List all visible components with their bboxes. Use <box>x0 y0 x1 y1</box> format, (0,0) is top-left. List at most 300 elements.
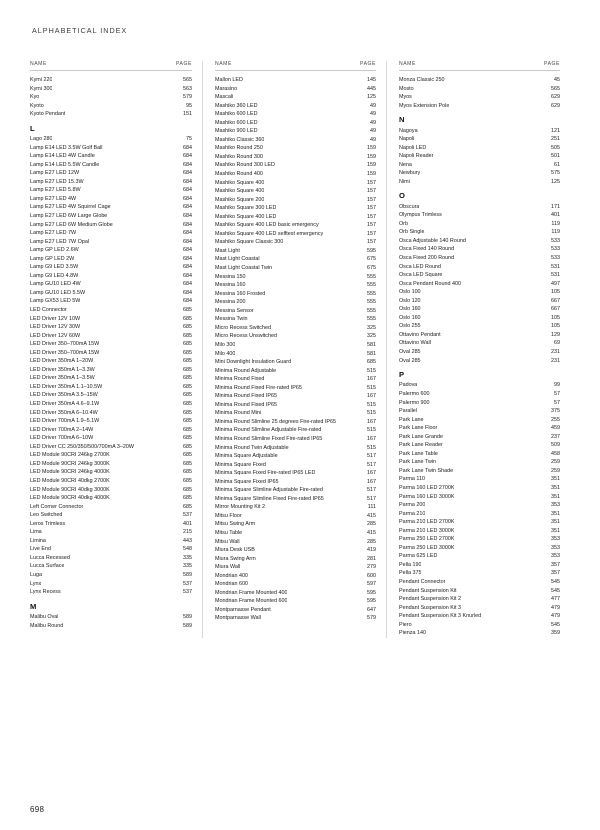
index-entry-name: Lamp E14 LED 3.5W Golf Ball <box>30 144 103 151</box>
index-entry <box>399 544 560 553</box>
index-entry <box>399 135 560 144</box>
index-entry-page: 685 <box>182 452 192 459</box>
index-entry <box>399 297 560 306</box>
index-entry-page: 167 <box>366 435 376 442</box>
index-entry-name: Park Lane Floor <box>398 425 438 432</box>
index-entry <box>30 289 192 298</box>
index-entry <box>399 169 560 178</box>
index-entry-page: 555 <box>366 290 376 297</box>
index-entry-name: Lamp E27 LED 7W <box>30 230 77 237</box>
index-entry <box>30 374 192 383</box>
index-entry-page: 684 <box>182 272 192 279</box>
index-entry-page: 685 <box>182 409 192 416</box>
index-entry-name: LED Driver 700mA 1.9–5.1W <box>30 418 100 425</box>
index-entry-page: 684 <box>182 170 192 177</box>
index-entry <box>215 461 376 470</box>
index-entry-name: LED Module 90CRI 246kg 2700K <box>30 452 110 459</box>
index-entry-name: Monza Classic 250 <box>398 77 445 83</box>
index-entry <box>215 213 376 222</box>
index-entry <box>215 555 376 564</box>
index-entry-page: 685 <box>182 307 192 314</box>
index-entry-name: Lamp GP LED 2W <box>30 255 75 262</box>
index-entry-name: Minima Round Mini <box>214 410 262 417</box>
index-entry-name: Oval 285 <box>398 349 421 355</box>
index-entry <box>215 392 376 401</box>
index-entry-page: 579 <box>182 94 192 101</box>
index-entry-name: Myos <box>398 94 412 101</box>
index-entry <box>399 424 560 433</box>
index-entry <box>399 271 560 280</box>
index-entry <box>215 538 376 547</box>
index-entry-name: Malibu Round <box>30 622 64 629</box>
index-entry <box>215 85 376 94</box>
index-entry-page: 479 <box>551 604 560 611</box>
index-entry <box>215 512 376 521</box>
index-entry <box>215 384 376 393</box>
index-entry-page: 255 <box>551 416 560 423</box>
index-column-1 <box>30 61 202 638</box>
index-entry-page: 479 <box>551 613 560 620</box>
index-entry-name: Napoli Reader <box>398 153 434 160</box>
index-entry-name: Live End <box>30 546 51 553</box>
index-entry <box>215 572 376 581</box>
index-entry-page: 533 <box>551 246 560 253</box>
index-entry <box>399 228 560 237</box>
index-entry-name: LED Driver 350–700mA 15W <box>30 349 100 356</box>
index-entry-page: 685 <box>182 392 192 399</box>
index-entry-name: LED Module 90CRI 40dkg 3000K <box>30 486 110 493</box>
index-entry-page: 357 <box>551 570 560 577</box>
index-entry-name: Mashiko Round 300 LED <box>214 162 275 169</box>
index-entry <box>30 571 192 580</box>
index-entry-page: 684 <box>182 213 192 219</box>
index-entry <box>399 322 560 331</box>
index-entry-page: 401 <box>182 520 192 527</box>
index-entry <box>30 178 192 187</box>
index-entry <box>215 315 376 324</box>
index-entry-name: Left Corner Connector <box>30 503 84 510</box>
index-entry-name: Kyo <box>30 94 40 101</box>
index-entry <box>30 110 192 119</box>
index-entry <box>30 383 192 392</box>
index-entry-name: Minima Square Adjustable <box>214 453 278 460</box>
column-header-page: PAGE <box>544 61 560 67</box>
index-entry-name: Minima Square Slimline Adjustable Fire-rated <box>214 487 323 494</box>
index-entry-page: 125 <box>551 178 560 185</box>
index-entry-name: Lago 280 <box>30 136 53 143</box>
index-entry-page: 157 <box>366 230 376 237</box>
index-entry-page: 231 <box>551 357 560 364</box>
index-entry-name: Mashiko Square 400 <box>214 188 265 195</box>
index-entry <box>30 562 192 571</box>
index-entry <box>30 443 192 452</box>
index-entry-page: 353 <box>551 553 560 560</box>
index-entry-page: 597 <box>366 581 376 588</box>
column-header <box>215 61 376 71</box>
index-entry-name: Pendant Suspension Kit 3 Knurled <box>398 613 482 620</box>
index-entry-page: 684 <box>182 247 192 254</box>
index-entry-name: Leo Switched <box>30 512 63 519</box>
index-entry-page: 415 <box>366 512 376 519</box>
index-entry <box>30 263 192 272</box>
index-entry-page: 555 <box>366 316 376 323</box>
index-entry-page: 533 <box>551 254 560 261</box>
index-entry-page: 325 <box>366 333 376 340</box>
index-entry-page: 684 <box>182 187 192 194</box>
index-entry-page: 279 <box>366 564 376 571</box>
index-entry <box>399 381 560 390</box>
index-entry <box>30 494 192 503</box>
index-entry-page: 459 <box>551 425 560 432</box>
index-entry-name: Pendant Suspension Kit 2 <box>398 596 462 603</box>
index-entry-name: Lamp E14 LED 4W Candle <box>30 153 95 160</box>
index-entry <box>399 501 560 510</box>
index-entry-page: 515 <box>366 401 376 408</box>
index-entry-page: 167 <box>366 393 376 400</box>
index-entry-name: Park Lane Reader <box>398 442 443 449</box>
index-entry <box>399 595 560 604</box>
index-entry <box>215 153 376 162</box>
index-entry-page: 325 <box>366 324 376 331</box>
index-entry-name: Lamp E27 LED 5.8W <box>30 187 81 194</box>
index-entry-name: Mast Light Coastal Twin <box>214 265 273 272</box>
index-entry-name: Minima Round Adjustable <box>214 367 277 374</box>
index-entry <box>30 349 192 358</box>
index-entry-page: 167 <box>366 470 376 477</box>
index-entry-page: 685 <box>182 503 192 510</box>
index-entry-name: Lamp E27 LED 15.3W <box>30 178 84 185</box>
index-entry <box>30 195 192 204</box>
index-entry-name: Lamp E27 LED 12W <box>30 170 80 177</box>
index-entry <box>399 552 560 561</box>
index-entry-name: LED Driver 350mA 6–10.4W <box>30 409 98 416</box>
index-entry-page: 335 <box>182 554 192 561</box>
index-entry <box>30 246 192 255</box>
index-entry-name: Lamp E27 LED 6W Large Globe <box>30 213 108 219</box>
index-entry <box>215 127 376 136</box>
index-entry-name: LED Connector <box>30 307 67 314</box>
index-letter-heading: M <box>30 601 37 611</box>
index-entry-name: Miura Desk USB <box>214 547 255 554</box>
index-entry <box>399 416 560 425</box>
index-entry <box>215 324 376 333</box>
index-entry <box>215 452 376 461</box>
index-entry <box>30 186 192 195</box>
index-entry-name: LED Driver 350mA 3.5–15W <box>30 392 98 399</box>
index-entry-name: Mondrian Frame Mounted 400 <box>214 589 288 596</box>
index-entry-page: 595 <box>366 598 376 605</box>
index-entry-name: Mashiko Square 400 LED basic emergency <box>214 222 319 229</box>
index-entry-page: 684 <box>182 289 192 296</box>
index-entry-name: Mashiko 600 LED <box>214 119 258 126</box>
index-entry-name: Mondrian 600 <box>214 581 248 588</box>
index-entry-page: 129 <box>551 331 560 338</box>
index-entry-page: 589 <box>182 571 192 578</box>
index-entry-page: 533 <box>551 237 560 244</box>
index-entry <box>215 409 376 418</box>
index-entry-page: 359 <box>551 630 560 637</box>
index-entry-page: 685 <box>182 341 192 348</box>
index-entry-page: 111 <box>367 504 376 511</box>
index-entry-page: 684 <box>182 298 192 305</box>
index-entry-page: 685 <box>182 469 192 476</box>
column-header-name: NAME <box>30 61 47 67</box>
index-entry <box>399 288 560 297</box>
index-entry-name: LED Driver 350mA 1–3.3W <box>30 366 95 373</box>
index-entry-page: 159 <box>366 153 376 160</box>
index-entry-name: Lynx Recess <box>30 589 61 596</box>
index-entry-page: 537 <box>182 512 192 519</box>
index-entry-name: Messina Twin <box>214 316 248 323</box>
index-entry-name: Osca Fixed 200 Round <box>398 254 455 261</box>
index-entry-page: 684 <box>182 221 192 228</box>
index-column-2 <box>202 61 386 638</box>
index-entry-page: 675 <box>366 256 376 263</box>
index-entry-name: Luga <box>30 571 42 578</box>
index-entry-name: Mini Downlight Insulation Guard <box>214 359 292 366</box>
index-entry <box>399 612 560 621</box>
index-entry-page: 49 <box>369 128 376 135</box>
index-entry-name: Parma 210 <box>398 510 426 517</box>
index-entry-name: Lucca Recessed <box>30 554 70 561</box>
index-entry-name: Parma 160 LED 2700K <box>398 485 455 491</box>
index-entry <box>30 315 192 324</box>
column-header-page: PAGE <box>175 61 192 67</box>
index-entry-page: 684 <box>182 204 192 211</box>
index-entry-page: 105 <box>551 323 560 330</box>
index-entry-name: Mitsu Table <box>214 529 243 536</box>
index-entry <box>399 102 560 111</box>
index-entry-page: 684 <box>182 238 192 245</box>
index-entry-name: Park Lane Twin <box>398 459 437 466</box>
index-entry-page: 685 <box>182 315 192 322</box>
index-entry-name: Lamp GU10 LED 5.5W <box>30 289 86 296</box>
index-entry <box>399 535 560 544</box>
index-entry-page: 251 <box>551 136 560 143</box>
index-entry-name: Miura Swing Arm <box>214 555 256 562</box>
index-entry <box>399 348 560 357</box>
index-entry <box>30 545 192 554</box>
index-entry <box>399 527 560 536</box>
index-entry <box>215 469 376 478</box>
index-entry-name: Lamp E27 LED 4W <box>30 195 77 202</box>
index-entry-name: Napoli <box>398 136 415 143</box>
index-entry-page: 685 <box>182 443 192 450</box>
index-entry <box>215 597 376 606</box>
index-entry-page: 565 <box>182 77 192 83</box>
index-entry-name: LED Driver 350mA 1–20W <box>30 358 94 365</box>
index-entry-page: 685 <box>182 486 192 493</box>
index-entry <box>399 450 560 459</box>
index-entry <box>215 102 376 111</box>
index-entry-page: 685 <box>182 332 192 339</box>
index-entry-page: 505 <box>551 144 560 151</box>
index-entry-name: Oslo 160 <box>398 306 421 313</box>
index-entry-page: 685 <box>182 401 192 408</box>
index-entry-name: Mitsu Floor <box>214 512 242 519</box>
index-entry-page: 515 <box>366 384 376 391</box>
index-entry-page: 684 <box>182 264 192 271</box>
index-entry-name: Marasino <box>214 85 238 92</box>
index-entry <box>399 441 560 450</box>
index-entry-page: 517 <box>366 461 376 468</box>
index-entry-page: 629 <box>551 94 560 101</box>
index-entry <box>399 305 560 314</box>
index-entry <box>215 350 376 359</box>
index-entry-name: LED Module 90CRI 246kg 3000K <box>30 460 110 467</box>
index-entry-page: 667 <box>551 306 560 313</box>
index-entry-name: Mosto <box>398 85 414 92</box>
index-entry-name: Pendant Suspension Kit 3 <box>398 604 462 611</box>
index-entry-name: Lynx <box>30 580 42 587</box>
index-entry <box>399 621 560 630</box>
index-entry-page: 75 <box>185 136 192 143</box>
index-entry-page: 685 <box>182 383 192 390</box>
index-entry-name: Obscura <box>398 203 420 210</box>
index-entry-name: Mashiko 900 LED <box>214 128 258 135</box>
column-body-1 <box>30 76 192 630</box>
index-letter-heading: N <box>398 115 405 125</box>
index-entry-page: 49 <box>369 119 376 126</box>
index-entry-page: 125 <box>366 94 376 101</box>
index-entry-page: 531 <box>551 272 560 279</box>
index-entry-name: Messina 150 <box>214 273 246 280</box>
index-entry <box>30 468 192 477</box>
index-entry-page: 121 <box>551 127 560 134</box>
index-entry <box>30 255 192 264</box>
column-header-page: PAGE <box>360 61 376 67</box>
index-entry-page: 595 <box>366 589 376 596</box>
index-letter-heading: O <box>398 191 405 201</box>
index-entry-name: Osca LED Round <box>398 263 441 270</box>
index-entry-page: 49 <box>369 111 376 118</box>
index-entry <box>30 409 192 418</box>
index-entry <box>30 434 192 443</box>
index-entry <box>215 221 376 230</box>
index-entry <box>30 323 192 332</box>
index-entry-page: 351 <box>551 485 560 491</box>
index-entry-page: 57 <box>554 399 560 406</box>
index-entry-name: Oslo 100 <box>398 289 421 296</box>
index-entry <box>215 170 376 179</box>
index-entry <box>30 391 192 400</box>
index-column-3 <box>386 61 570 638</box>
index-entry-page: 579 <box>366 615 376 622</box>
index-letter-heading: P <box>398 370 405 380</box>
index-entry-page: 458 <box>551 450 560 457</box>
index-entry <box>30 520 192 529</box>
index-entry-name: LED Module 90CRI 246kg 4000K <box>30 469 110 476</box>
index-entry <box>30 169 192 178</box>
index-entry <box>215 435 376 444</box>
index-entry <box>215 426 376 435</box>
index-entry-name: Messina 200 <box>214 299 246 306</box>
index-entry <box>399 493 560 502</box>
index-entry <box>215 367 376 376</box>
index-entry-name: Minima Square Fixed Fire-rated IP65 LED <box>214 470 316 477</box>
index-entry-name: Palermo 600 <box>398 390 430 397</box>
page-title: ALPHABETICAL INDEX <box>32 26 128 35</box>
index-entry-name: Mashiko Square 200 <box>214 196 265 203</box>
index-entry-name: Newbury <box>398 170 421 177</box>
index-entry <box>30 306 192 315</box>
index-entry-page: 629 <box>551 102 560 109</box>
index-entry <box>399 263 560 272</box>
index-entry-page: 684 <box>182 255 192 262</box>
index-entry <box>399 211 560 220</box>
index-entry-page: 157 <box>366 196 376 203</box>
index-entry <box>399 518 560 527</box>
index-entry-page: 415 <box>366 529 376 536</box>
index-entry-name: LED Driver 12V 60W <box>30 332 81 339</box>
index-entry-name: Lamp E27 LED 6W Medium Globe <box>30 221 113 228</box>
index-entry <box>215 589 376 598</box>
index-entry-page: 685 <box>182 435 192 442</box>
index-entry-name: Mondrian Frame Mounted 600 <box>214 598 288 605</box>
index-entry <box>215 281 376 290</box>
index-entry <box>215 444 376 453</box>
index-entry <box>399 280 560 289</box>
index-entry-page: 667 <box>551 297 560 304</box>
index-entry <box>215 546 376 555</box>
index-entry <box>215 614 376 623</box>
index-entry-page: 509 <box>551 442 560 449</box>
index-entry-page: 159 <box>366 145 376 152</box>
index-entry <box>399 339 560 348</box>
index-entry-page: 517 <box>366 495 376 502</box>
index-entry <box>30 161 192 170</box>
index-entry-page: 419 <box>366 547 376 554</box>
index-entry <box>30 400 192 409</box>
index-entry-name: Parallel <box>398 408 417 415</box>
index-entry-page: 157 <box>366 205 376 212</box>
index-entry <box>215 110 376 119</box>
index-entry-name: Parma 250 LED 2700K <box>398 536 455 543</box>
index-entry-name: Park Lane Table <box>398 450 438 457</box>
index-entry-page: 685 <box>182 477 192 484</box>
index-entry-name: Kymi 300 <box>30 85 53 92</box>
index-entry-name: Mitsu Wall <box>214 538 240 545</box>
index-entry-name: Osca LED Square <box>398 272 443 279</box>
index-entry-name: Mashiko Square 300 LED <box>214 205 277 212</box>
index-entry-name: Minima Round Fixed IP65 <box>214 393 277 400</box>
index-entry-page: 685 <box>182 358 192 365</box>
index-entry-page: 351 <box>551 510 560 517</box>
index-entry-page: 515 <box>366 444 376 451</box>
index-entry <box>399 220 560 229</box>
index-entry <box>30 332 192 341</box>
index-entry <box>399 161 560 170</box>
index-entry-page: 157 <box>366 222 376 229</box>
index-entry-name: Kyoto Pendant <box>30 111 66 118</box>
index-entry <box>399 85 560 94</box>
index-entry <box>215 298 376 307</box>
index-entry-page: 167 <box>366 376 376 383</box>
index-entry-page: 501 <box>551 153 560 160</box>
index-entry <box>215 503 376 512</box>
index-entry-page: 685 <box>182 426 192 433</box>
index-entry-page: 685 <box>182 324 192 331</box>
index-entry-page: 675 <box>366 265 376 272</box>
index-entry-name: LED Driver 350mA 1.1–10.5W <box>30 383 103 390</box>
index-entry-page: 517 <box>366 453 376 460</box>
index-entry-name: Messina Sensor <box>214 307 254 314</box>
index-entry <box>399 569 560 578</box>
index-entry-name: Mashiko Square 400 <box>214 179 265 186</box>
index-entry-name: Myos Extension Pole <box>398 102 450 109</box>
index-entry-page: 565 <box>551 85 560 92</box>
index-entry-name: Pendant Connector <box>398 579 446 586</box>
